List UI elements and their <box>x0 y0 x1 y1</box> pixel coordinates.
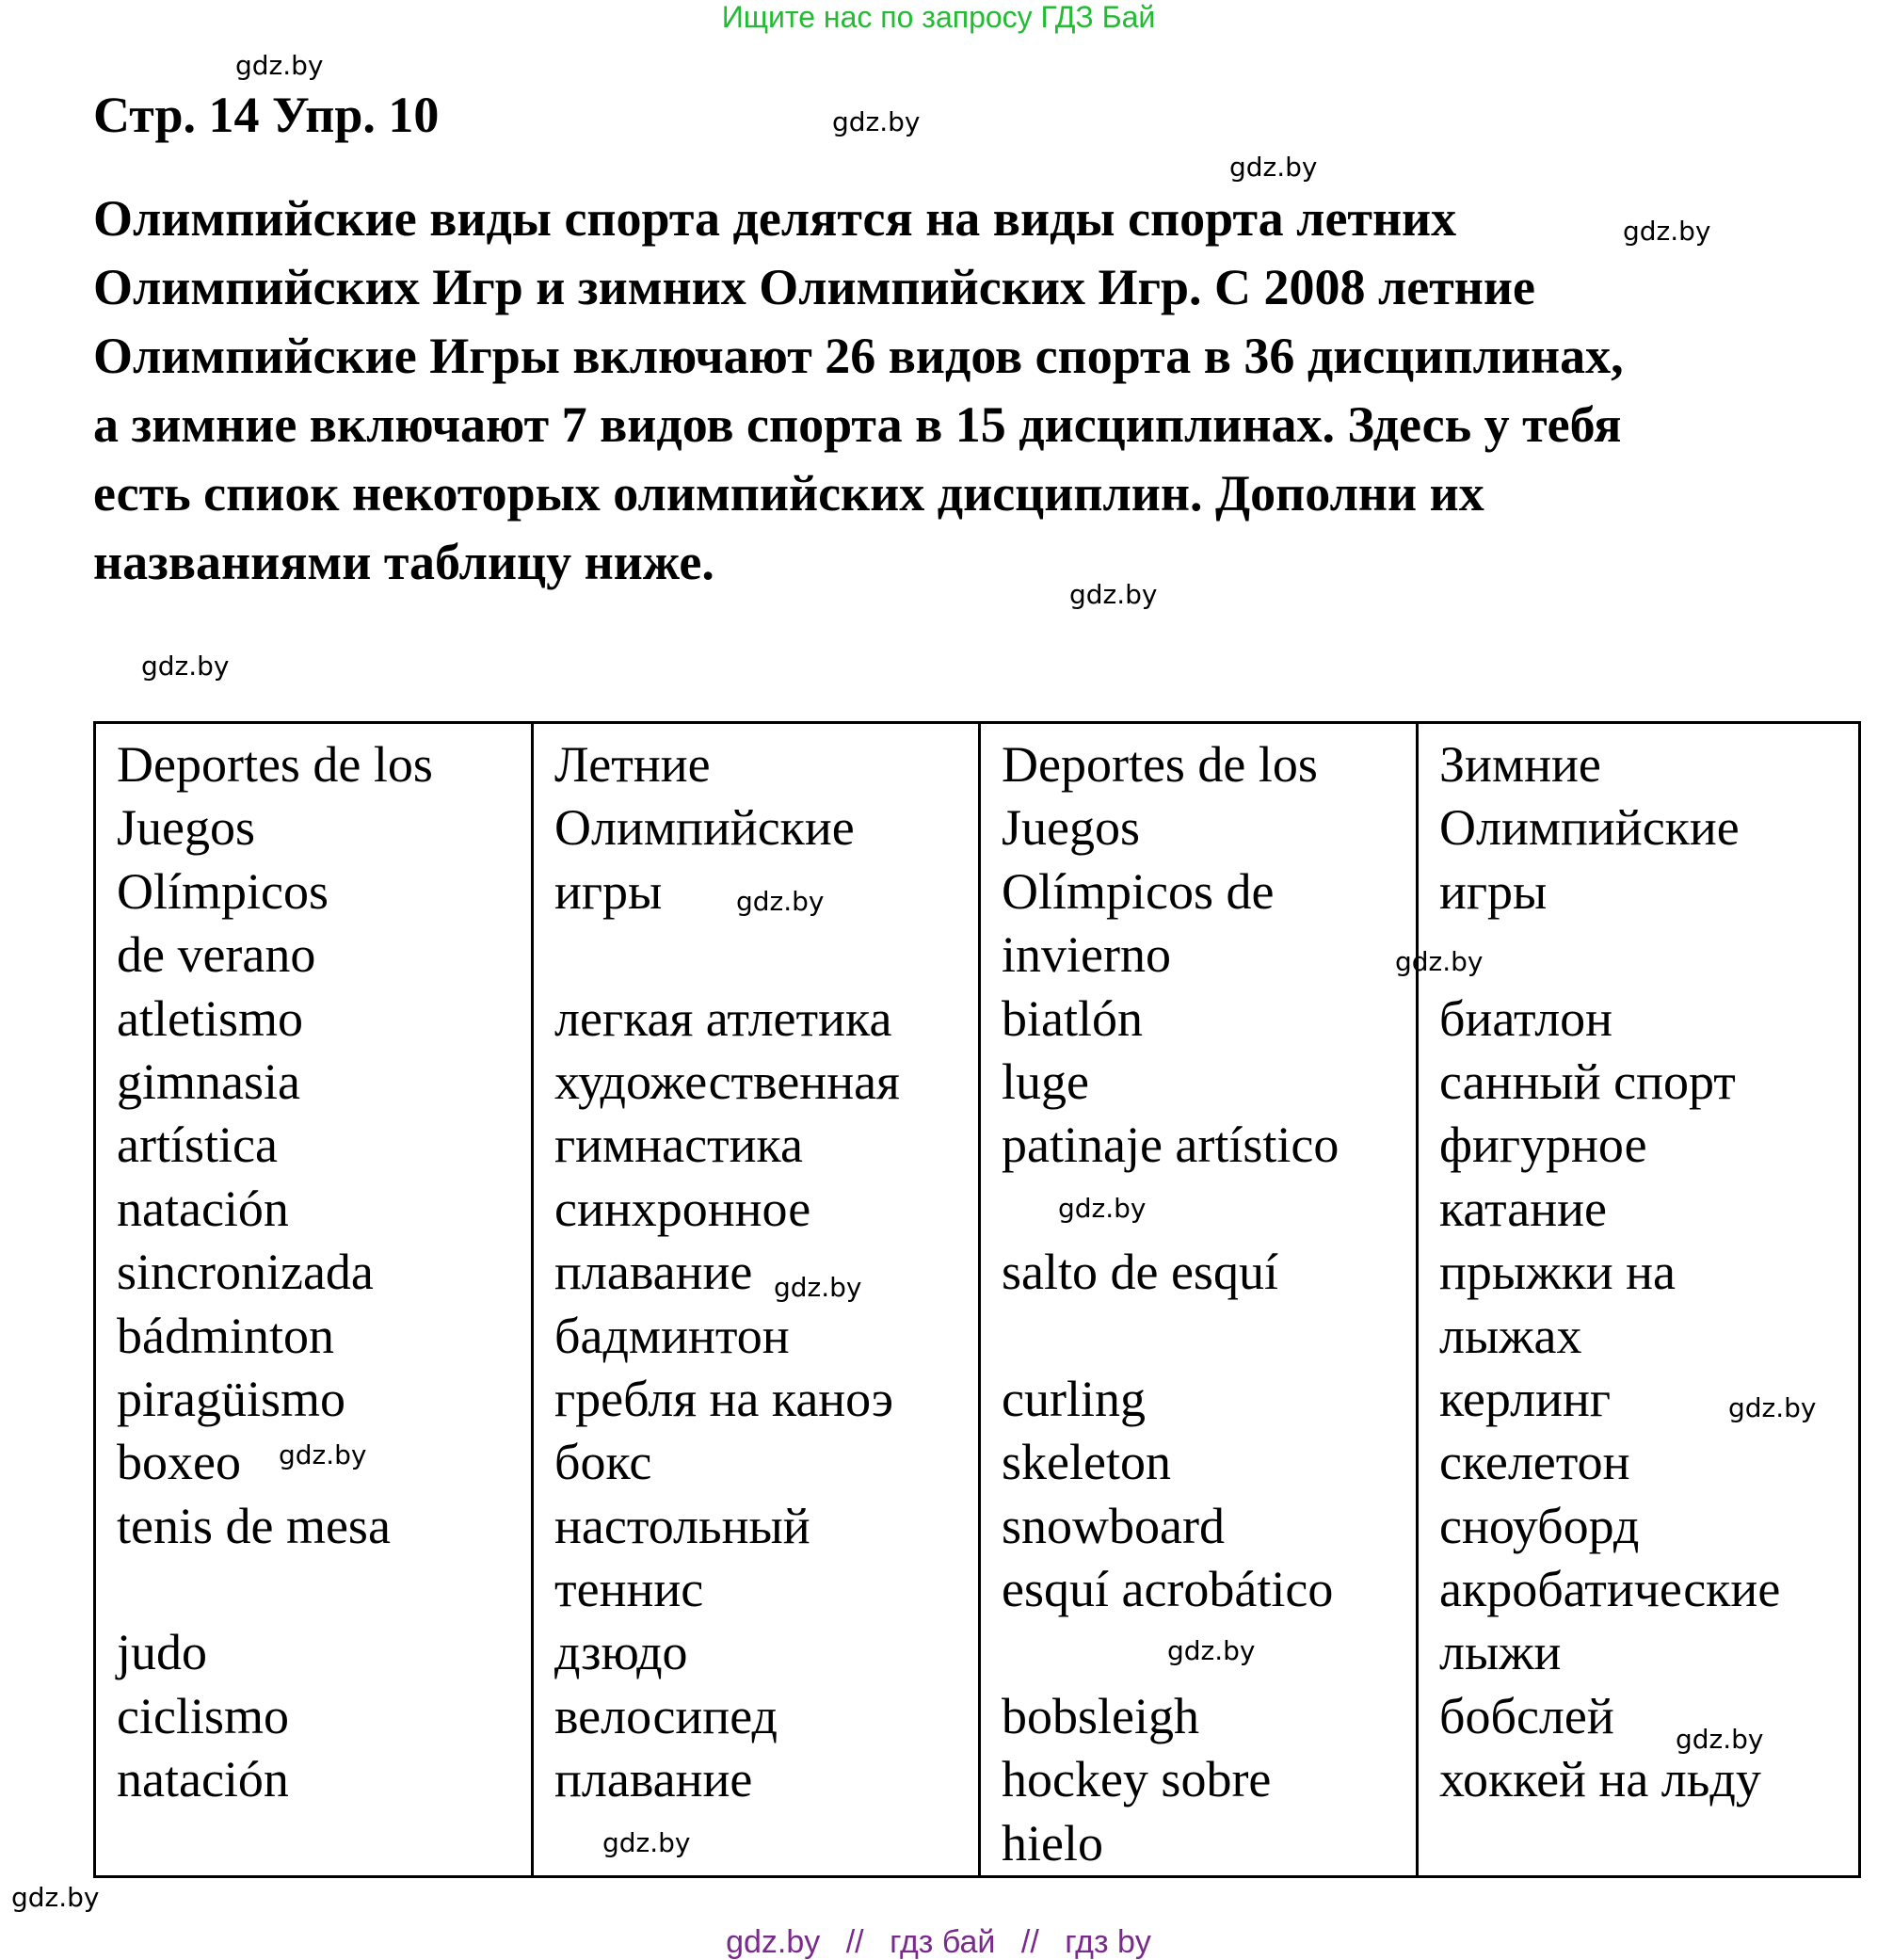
table-cell-line: игры <box>1439 862 1548 920</box>
table-cell-line: лыжи <box>1439 1624 1562 1681</box>
table-cell-line: плавание <box>554 1244 753 1301</box>
task-line: Олимпийские виды спорта делятся на виды спорта летних <box>93 190 1457 247</box>
watermark: gdz.by <box>141 651 230 682</box>
footer-separator: // <box>1020 1924 1039 1960</box>
footer-separator: // <box>845 1924 864 1960</box>
table-cell-line: judo <box>117 1624 208 1681</box>
table-cell-line <box>1439 924 1858 987</box>
table-cell-line: hockey sobre <box>1002 1751 1272 1808</box>
table-cell-line: snowboard <box>1002 1497 1225 1554</box>
table-cell-line: bobsleigh <box>1002 1687 1199 1744</box>
summer-spanish-column <box>95 723 533 1877</box>
table-cell-line: bádminton <box>117 1307 334 1364</box>
table-cell-line: patinaje artístico <box>1002 1117 1340 1174</box>
page-title: Стр. 14 Упр. 10 <box>93 87 440 143</box>
table-cell-line <box>1002 1621 1416 1684</box>
watermark: gdz.by <box>832 106 921 137</box>
table-cell-line: биатлон <box>1439 989 1613 1047</box>
table-cell-line: salto de esquí <box>1002 1244 1278 1301</box>
watermark: gdz.by <box>1623 216 1711 247</box>
table-cell-line: hielo <box>1002 1814 1103 1872</box>
table-cell-line: игры <box>554 862 663 920</box>
table-cell-line: ciclismo <box>117 1687 289 1744</box>
table-cell-line: Juegos <box>117 799 255 857</box>
table-cell-line: Deportes de los <box>117 736 433 793</box>
watermark: gdz.by <box>1069 579 1158 610</box>
watermark: gdz.by <box>1395 946 1484 977</box>
watermark: gdz.by <box>1167 1635 1256 1666</box>
task-line: а зимние включают 7 видов спорта в 15 дисциплинах. Здесь у тебя <box>93 396 1622 453</box>
summer-russian-column <box>533 723 980 1877</box>
table-cell-line: санный спорт <box>1439 1052 1736 1110</box>
sports-table <box>93 721 1861 1878</box>
table-cell-line: tenis de mesa <box>117 1497 391 1554</box>
table-cell-line <box>554 1812 978 1875</box>
task-description <box>93 185 1788 597</box>
winter-spanish-column <box>980 723 1418 1877</box>
table-cell-line: дзюдо <box>554 1624 688 1681</box>
watermark: gdz.by <box>1229 152 1318 183</box>
table-cell-line: легкая атлетика <box>554 989 892 1047</box>
table-cell-line: гребля на каноэ <box>554 1370 894 1427</box>
watermark: gdz.by <box>235 50 324 81</box>
table-cell-line: художественная <box>554 1052 900 1110</box>
watermark: gdz.by <box>1058 1193 1147 1224</box>
footer-link-gdz-by-cyr[interactable]: гдз by <box>1065 1924 1151 1960</box>
table-cell-line <box>117 1558 531 1621</box>
table-cell-line: катание <box>1439 1180 1607 1237</box>
table-cell-line: skeleton <box>1002 1434 1171 1491</box>
table-cell-line: piragüismo <box>117 1370 345 1427</box>
table-cell-line: бокс <box>554 1434 652 1491</box>
table-cell-line: акробатические <box>1439 1561 1781 1618</box>
table-cell-line: синхронное <box>554 1180 811 1237</box>
watermark: gdz.by <box>602 1827 691 1858</box>
table-cell-line: Зимние <box>1439 736 1601 793</box>
table-cell-line: хоккей на льду <box>1439 1751 1761 1808</box>
table-cell-line: сноуборд <box>1439 1497 1640 1554</box>
watermark: gdz.by <box>774 1272 862 1303</box>
table-cell-line: фигурное <box>1439 1117 1647 1174</box>
table-cell-line: плавание <box>554 1751 753 1808</box>
table-cell-line: Deportes de los <box>1002 736 1318 793</box>
table-cell-line: лыжах <box>1439 1307 1582 1364</box>
watermark: gdz.by <box>1676 1724 1764 1755</box>
watermark: gdz.by <box>11 1882 100 1913</box>
table-cell-line: керлинг <box>1439 1370 1612 1427</box>
table-row <box>95 723 1860 1877</box>
table-cell-line <box>554 924 978 987</box>
table-cell-line: велосипед <box>554 1687 778 1744</box>
table-cell-line: atletismo <box>117 989 303 1047</box>
table-cell-line <box>1002 1305 1416 1368</box>
watermark: gdz.by <box>279 1439 367 1470</box>
table-cell-line: luge <box>1002 1052 1089 1110</box>
table-cell-line: бадминтон <box>554 1307 790 1364</box>
table-cell-line: Олимпийские <box>1439 799 1740 857</box>
table-cell-line: Juegos <box>1002 799 1140 857</box>
task-line: Олимпийских Игр и зимних Олимпийских Игр. С 2008 летние <box>93 259 1535 315</box>
task-line: названиями таблицу ниже. <box>93 534 714 590</box>
table-cell-line <box>1439 1812 1858 1875</box>
table-cell-line <box>117 1812 531 1875</box>
task-line: есть спиок некоторых олимпийских дисциплин. Дополни их <box>93 465 1484 522</box>
table-cell-line: sincronizada <box>117 1244 374 1301</box>
watermark: gdz.by <box>1728 1392 1817 1423</box>
table-cell-line: de verano <box>117 926 316 984</box>
footer-links <box>0 1924 1877 1960</box>
search-hint-banner: Ищите нас по запросу ГДЗ Бай <box>721 0 1156 34</box>
footer-link-gdz-by[interactable]: gdz.by <box>726 1924 821 1960</box>
table-cell-line: настольный <box>554 1497 810 1554</box>
task-line: Олимпийские Игры включают 26 видов спорта в 36 дисциплинах, <box>93 328 1624 384</box>
table-cell-line: Летние <box>554 736 711 793</box>
table-cell-line: бобслей <box>1439 1687 1614 1744</box>
table-cell-line: curling <box>1002 1370 1146 1427</box>
table-cell-line: теннис <box>554 1561 704 1618</box>
table-cell-line: natación <box>117 1180 289 1237</box>
table-cell-line <box>1002 1178 1416 1241</box>
table-cell-line: biatlón <box>1002 989 1143 1047</box>
table-cell-line: invierno <box>1002 926 1171 984</box>
table-cell-line: artística <box>117 1117 278 1174</box>
table-cell-line: прыжки на <box>1439 1244 1676 1301</box>
table-cell-line: скелетон <box>1439 1434 1630 1491</box>
winter-russian-column <box>1418 723 1860 1877</box>
table-cell-line: esquí acrobático <box>1002 1561 1334 1618</box>
watermark: gdz.by <box>736 886 825 917</box>
footer-link-gdz-bai[interactable]: гдз бай <box>890 1924 996 1960</box>
table-cell-line: гимнастика <box>554 1117 803 1174</box>
table-cell-line: gimnasia <box>117 1052 300 1110</box>
table-cell-line: Olímpicos <box>117 862 329 920</box>
table-cell-line: Olímpicos de <box>1002 862 1275 920</box>
table-cell-line: natación <box>117 1751 289 1808</box>
table-cell-line: boxeo <box>117 1434 241 1491</box>
table-cell-line: Олимпийские <box>554 799 855 857</box>
